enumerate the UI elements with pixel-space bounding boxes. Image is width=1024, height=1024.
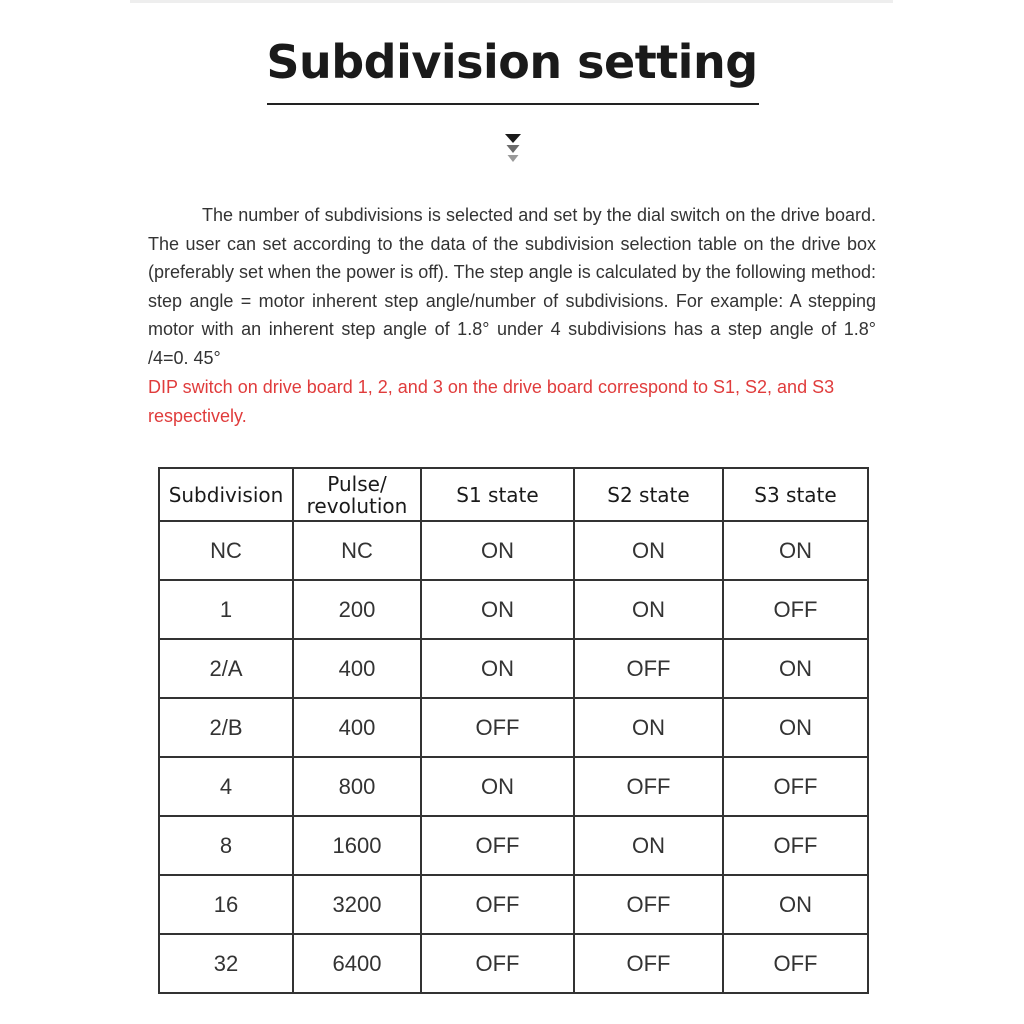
- cell-s3: ON: [723, 639, 868, 698]
- chevron-2: [507, 145, 520, 153]
- description-text: The number of subdivisions is selected and set by the dial switch on the drive board. The user can set according to the data of the subdivision selection table on the drive box (preferably set when the power is off). The step angle is calculated by the following method: step angle = motor inherent step angle/number of subdivisions. For example: A stepping motor with an inherent step angle of 1.8° under 4 subdivisions has a step angle of 1.8° /4=0. 45°: [148, 205, 876, 368]
- table-row: [159, 580, 868, 639]
- table-row: [159, 816, 868, 875]
- page-title: Subdivision setting: [266, 35, 758, 89]
- cell-s3: OFF: [723, 816, 868, 875]
- cell-pulse: 1600: [293, 816, 421, 875]
- cell-s3: OFF: [723, 580, 868, 639]
- chevron-3: [508, 155, 519, 162]
- cell-subdivision: 2/A: [159, 639, 293, 698]
- cell-s2: ON: [574, 580, 723, 639]
- cell-pulse: 800: [293, 757, 421, 816]
- header-s1-state: S1 state: [421, 468, 574, 521]
- chevron-1: [505, 134, 521, 143]
- cell-s1: OFF: [421, 934, 574, 993]
- table-row: [159, 934, 868, 993]
- table-row: [159, 521, 868, 580]
- cell-s3: ON: [723, 521, 868, 580]
- cell-s1: OFF: [421, 698, 574, 757]
- table-row: [159, 875, 868, 934]
- table-row: [159, 639, 868, 698]
- cell-s2: ON: [574, 816, 723, 875]
- cell-subdivision: 8: [159, 816, 293, 875]
- cell-pulse: 400: [293, 698, 421, 757]
- cell-s1: OFF: [421, 875, 574, 934]
- cell-s3: ON: [723, 698, 868, 757]
- cell-s2: OFF: [574, 875, 723, 934]
- header-pulse-line2: revolution: [306, 493, 408, 518]
- cell-pulse: NC: [293, 521, 421, 580]
- header-pulse-revolution: [293, 468, 421, 521]
- cell-s1: OFF: [421, 816, 574, 875]
- cell-subdivision: NC: [159, 521, 293, 580]
- dip-switch-note: DIP switch on drive board 1, 2, and 3 on the drive board correspond to S1, S2, and S3 respectively.: [148, 377, 835, 426]
- cell-s1: ON: [421, 580, 574, 639]
- cell-subdivision: 2/B: [159, 698, 293, 757]
- cell-s2: ON: [574, 521, 723, 580]
- header-s2-state: S2 state: [574, 468, 723, 521]
- cell-subdivision: 32: [159, 934, 293, 993]
- cell-subdivision: 4: [159, 757, 293, 816]
- cell-s2: ON: [574, 698, 723, 757]
- cell-s3: OFF: [723, 757, 868, 816]
- cell-s3: ON: [723, 875, 868, 934]
- cell-subdivision: 1: [159, 580, 293, 639]
- table-header-row: [159, 468, 868, 521]
- cell-s1: ON: [421, 521, 574, 580]
- cell-s2: OFF: [574, 934, 723, 993]
- cell-pulse: 200: [293, 580, 421, 639]
- cell-s2: OFF: [574, 757, 723, 816]
- table-row: [159, 698, 868, 757]
- title-underline: [267, 103, 759, 105]
- cell-s3: OFF: [723, 934, 868, 993]
- cell-s2: OFF: [574, 639, 723, 698]
- cell-s1: ON: [421, 639, 574, 698]
- top-divider-strip: [130, 0, 893, 3]
- cell-pulse: 400: [293, 639, 421, 698]
- header-pulse-line1: Pulse/: [327, 471, 387, 496]
- triple-chevron-down-icon: [503, 132, 523, 166]
- cell-subdivision: 16: [159, 875, 293, 934]
- cell-pulse: 6400: [293, 934, 421, 993]
- description-paragraph: [148, 201, 876, 372]
- cell-pulse: 3200: [293, 875, 421, 934]
- cell-s1: ON: [421, 757, 574, 816]
- subdivision-table: [158, 467, 869, 994]
- header-s3-state: S3 state: [723, 468, 868, 521]
- table-row: [159, 757, 868, 816]
- header-subdivision: Subdivision: [159, 468, 293, 521]
